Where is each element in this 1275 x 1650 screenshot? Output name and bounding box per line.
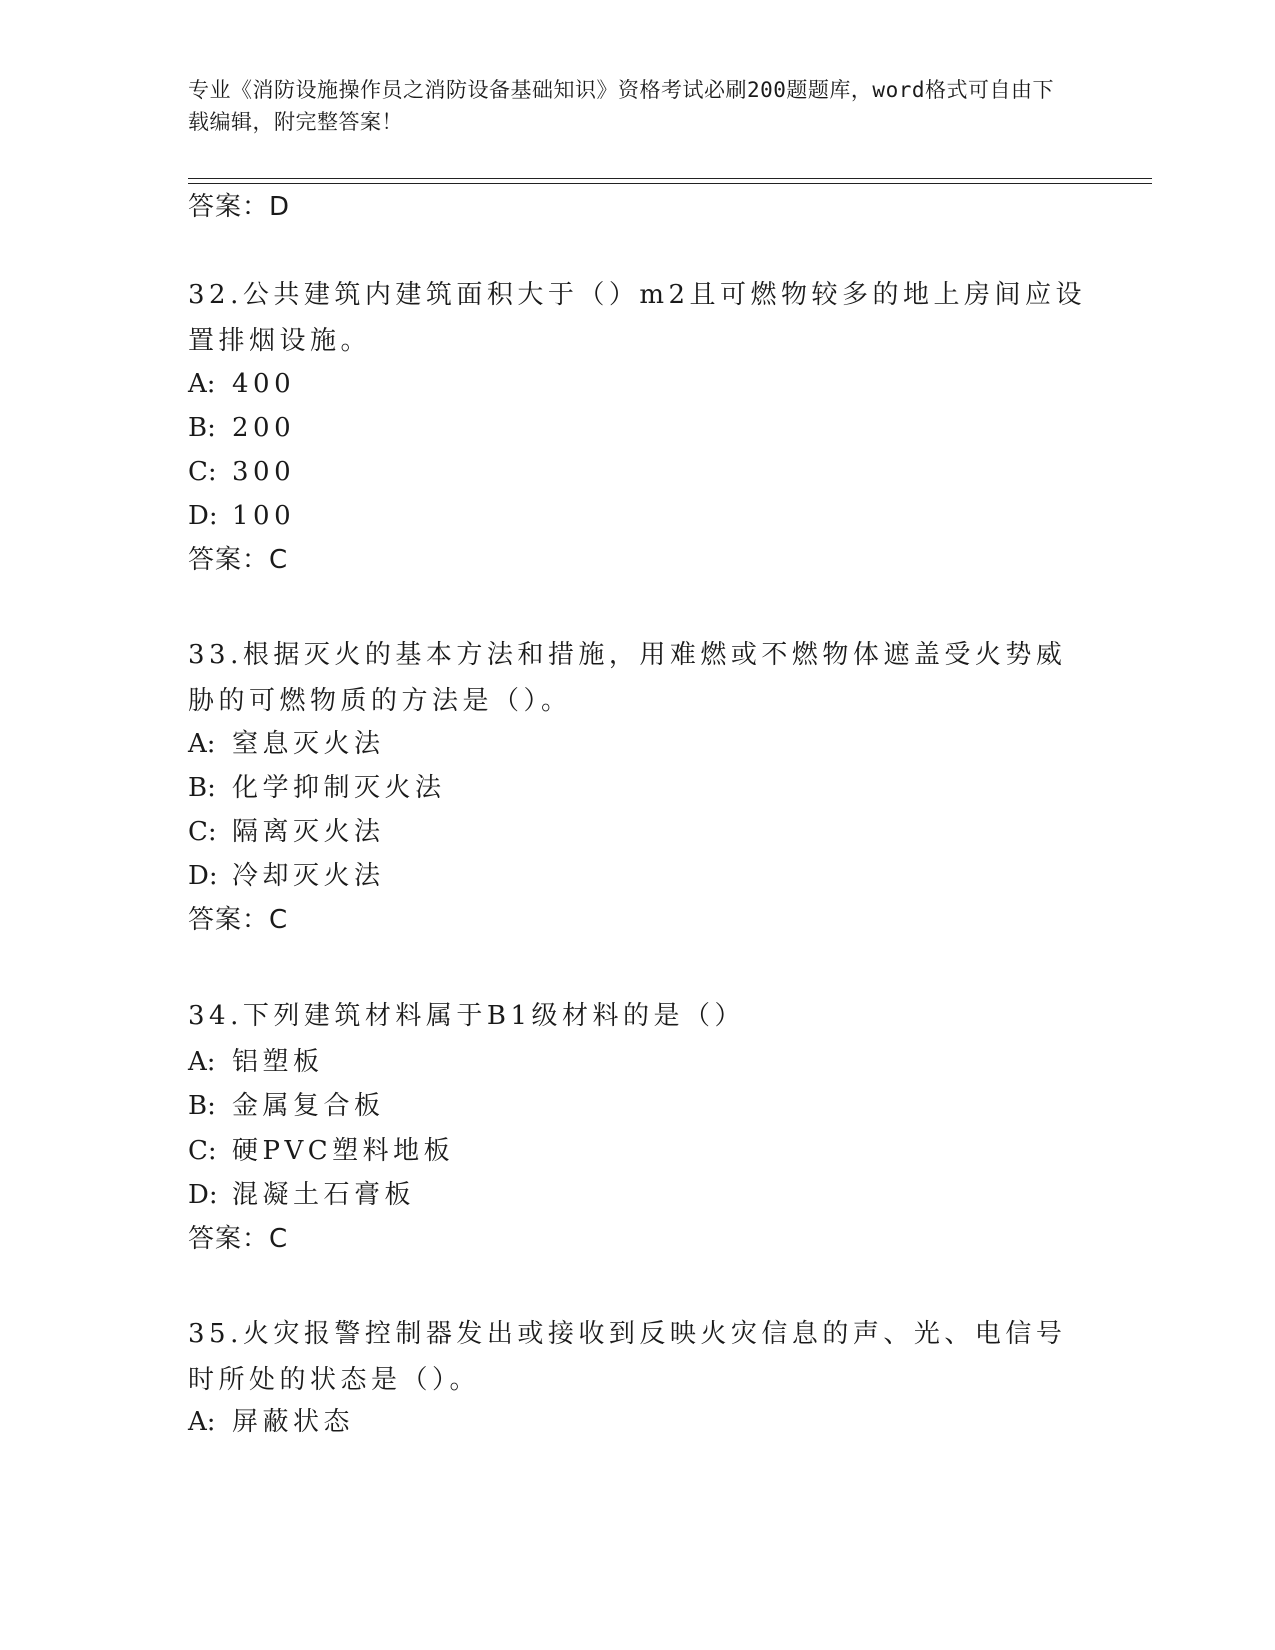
option-a [188,1045,324,1079]
option-text: 金属复合板 [232,1091,385,1121]
option-text: 200 [232,413,296,443]
option-d [188,859,385,893]
option-a [188,727,385,761]
option-letter: D: [188,1180,218,1210]
document-header: 专业《消防设施操作员之消防设备基础知识》资格考试必刷200题题库，word格式可自由下载编辑，附完整答案！ [188,78,1054,134]
option-d [188,1178,415,1212]
option-c [188,1134,454,1168]
option-letter: A: [188,369,216,399]
option-text: 屏蔽状态 [232,1407,355,1437]
option-b [188,1089,385,1123]
question-stem: 32.公共建筑内建筑面积大于（）m2且可燃物较多的地上房间应设置排烟设施。 [188,280,1087,356]
option-text: 隔离灭火法 [232,817,385,847]
option-letter: B: [188,1091,216,1121]
question-stem: 35.火灾报警控制器发出或接收到反映火灾信息的声、光、电信号时所处的状态是（）。 [188,1319,1067,1395]
option-d [188,499,295,533]
option-letter: C: [188,1136,217,1166]
option-text: 混凝土石膏板 [232,1180,416,1210]
answer-label: 答案：D [188,192,291,222]
option-text: 冷却灭火法 [232,861,385,891]
option-text: 100 [232,501,296,531]
option-letter: C: [188,817,217,847]
option-text: 硬PVC塑料地板 [232,1136,455,1166]
header-divider-double [188,183,1152,184]
answer-label: 答案：C [188,905,289,935]
option-text: 化学抑制灭火法 [232,773,446,803]
option-letter: D: [188,861,218,891]
answer-label: 答案：C [188,545,289,575]
option-a [188,367,295,401]
option-letter: A: [188,1047,216,1077]
option-b [188,411,295,445]
header-divider [188,178,1152,179]
option-text: 窒息灭火法 [232,729,385,759]
option-text: 铝塑板 [232,1047,324,1077]
answer-label: 答案：C [188,1224,289,1254]
option-letter: D: [188,501,218,531]
option-a [188,1405,354,1439]
option-c [188,815,385,849]
option-text: 400 [232,369,296,399]
question-stem: 33.根据灭火的基本方法和措施，用难燃或不燃物体遮盖受火势威胁的可燃物质的方法是（）。 [188,640,1067,716]
question-stem: 34.下列建筑材料属于B1级材料的是（） [188,1001,745,1031]
option-letter: A: [188,1407,216,1437]
option-c [188,455,295,489]
option-letter: A: [188,729,216,759]
option-letter: C: [188,457,217,487]
option-letter: B: [188,413,216,443]
option-b [188,771,446,805]
option-letter: B: [188,773,216,803]
option-text: 300 [232,457,296,487]
